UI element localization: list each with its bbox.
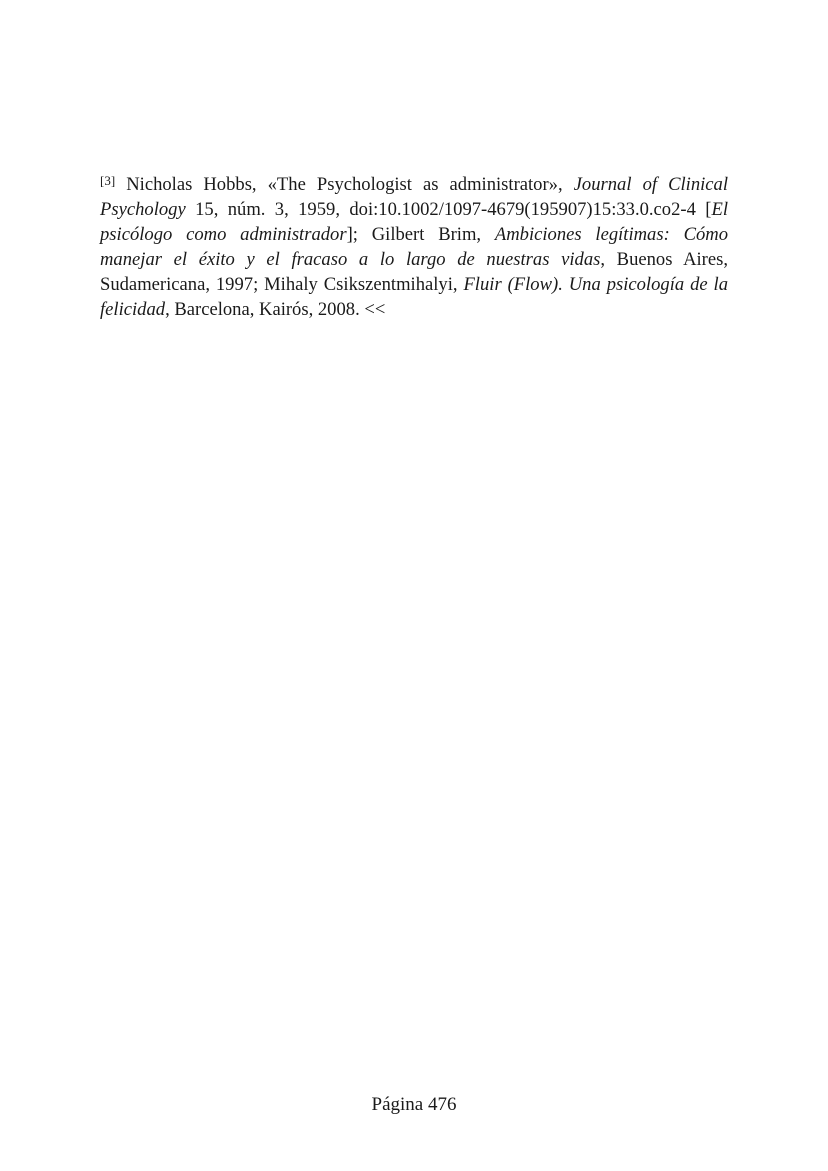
footnote-book-title-fluir: Fluir (Flow). Una psicología de la felicidad [100, 274, 728, 320]
page-number: Página 476 [371, 1094, 457, 1115]
footnote-translated-title: El psicólogo como administrador [100, 199, 728, 245]
footnote-text-citation-details: 15, núm. 3, 1959, doi:10.1002/1097-4679(195907)15:33.0.co2-4 [ [185, 199, 712, 220]
footnote-text-author-hobbs: Nicholas Hobbs, «The Psychologist as administrator», [115, 174, 574, 195]
footnote-journal-title: Journal of Clinical Psychology [100, 174, 728, 220]
footnote-text-author-brim: ]; Gilbert Brim, [346, 224, 495, 245]
footnote-back-link[interactable]: << [364, 299, 386, 320]
footnote-book-title-brim: Ambiciones legítimas: Cómo manejar el éxito y el fracaso a lo largo de nuestras vidas [100, 224, 729, 270]
footnote-marker[interactable]: [3] [100, 173, 116, 188]
footnote-text-author-csikszentmihalyi: , Buenos Aires, Sudamericana, 1997; Mihaly Csikszentmihalyi, [100, 249, 728, 295]
footnote-3 [100, 172, 728, 322]
footnote-text-publisher: , Barcelona, Kairós, 2008. [165, 299, 365, 320]
